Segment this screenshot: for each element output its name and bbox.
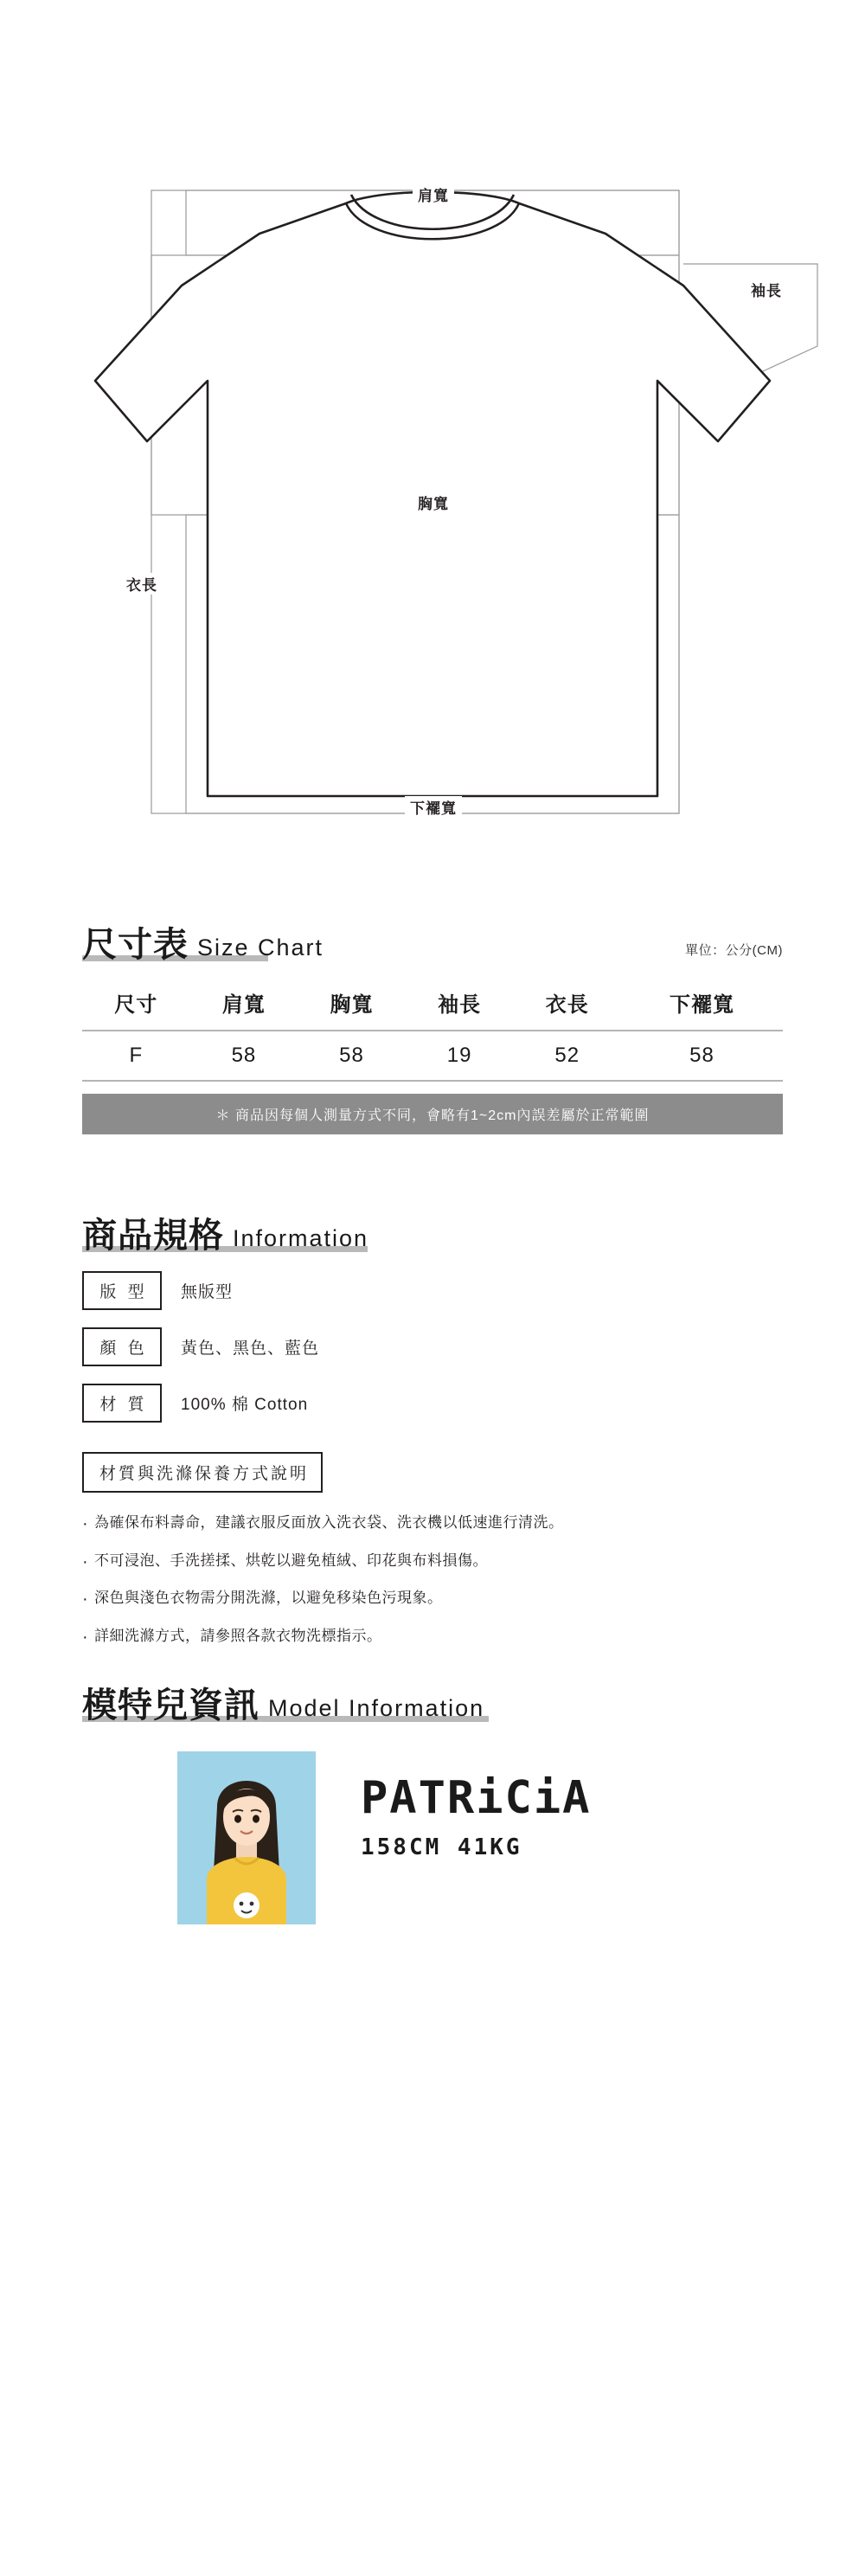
dimension-label-hem: 下襬寬 xyxy=(405,796,462,818)
info-value-material: 100% 棉 Cotton xyxy=(181,1396,309,1414)
info-key-color: 顏 色 xyxy=(82,1327,162,1366)
bottom-spacer xyxy=(0,1924,865,2080)
size-chart-heading xyxy=(82,926,783,964)
list-item: · 深色與淺色衣物需分開洗滌，以避免移染色污現象。 xyxy=(82,1587,783,1609)
dimension-label-chest: 胸寬 xyxy=(413,491,454,513)
list-item: · 為確保布料壽命，建議衣服反面放入洗衣袋、洗衣機以低速進行清洗。 xyxy=(82,1512,783,1534)
spacer-after-size-chart xyxy=(0,1134,865,1217)
info-key-material: 材 質 xyxy=(82,1384,162,1423)
info-row-material xyxy=(82,1384,783,1423)
col-header-sleeve: 袖長 xyxy=(406,975,514,1031)
model-photo-illustration xyxy=(177,1751,316,1924)
size-chart-section xyxy=(0,926,865,1134)
model-stats: 158CM 41KG xyxy=(361,1834,522,1860)
col-header-shoulder: 肩寬 xyxy=(190,975,298,1031)
info-value-fit: 無版型 xyxy=(181,1283,234,1301)
model-name: PATRiCiA xyxy=(361,1772,592,1824)
col-header-hem: 下襬寬 xyxy=(621,975,783,1031)
dimension-label-length: 衣長 xyxy=(121,573,163,594)
information-section xyxy=(0,1217,865,1647)
model-information-section xyxy=(0,1686,865,1924)
list-item: · 詳細洗滌方式，請參照各款衣物洗標指示。 xyxy=(82,1625,783,1648)
information-heading xyxy=(82,1217,783,1255)
table-row xyxy=(82,1031,783,1081)
size-chart-unit: 單位：公分(CM) xyxy=(685,943,783,958)
info-row-fit xyxy=(82,1271,783,1310)
information-title-en: Information xyxy=(233,1225,369,1251)
garment-measurement-diagram xyxy=(0,35,865,926)
spacer-after-information xyxy=(0,1662,865,1686)
top-spacer xyxy=(0,0,865,35)
care-instructions-title: 材質與洗滌保養方式說明 xyxy=(82,1452,323,1493)
cell-shoulder: 58 xyxy=(190,1031,298,1081)
size-chart-title-en: Size Chart xyxy=(197,935,324,960)
model-heading xyxy=(82,1686,783,1725)
cell-length: 52 xyxy=(513,1031,621,1081)
model-profile xyxy=(82,1751,783,1924)
model-title-cn: 模特兒資訊 xyxy=(82,1686,260,1725)
cell-chest: 58 xyxy=(298,1031,406,1081)
info-value-color: 黃色、黑色、藍色 xyxy=(181,1339,320,1358)
measurement-tolerance-note: ＊ 商品因每個人測量方式不同，會略有1~2cm內誤差屬於正常範圍 xyxy=(82,1094,783,1134)
cell-hem: 58 xyxy=(621,1031,783,1081)
info-key-fit: 版 型 xyxy=(82,1271,162,1310)
model-title-en: Model Information xyxy=(268,1695,485,1721)
information-title-cn: 商品規格 xyxy=(82,1217,224,1255)
col-header-size: 尺寸 xyxy=(82,975,190,1031)
table-header-row xyxy=(82,975,783,1031)
dimension-label-shoulder: 肩寬 xyxy=(413,183,454,205)
information-rows xyxy=(82,1271,783,1423)
size-chart-title-cn: 尺寸表 xyxy=(82,926,189,964)
model-name-block xyxy=(361,1751,591,1860)
cell-sleeve: 19 xyxy=(406,1031,514,1081)
col-header-length: 衣長 xyxy=(513,975,621,1031)
col-header-chest: 胸寬 xyxy=(298,975,406,1031)
care-instructions-list xyxy=(82,1512,783,1647)
model-photo xyxy=(177,1751,316,1924)
info-row-color xyxy=(82,1327,783,1366)
dimension-label-sleeve: 袖長 xyxy=(746,279,787,300)
tshirt-outline-svg xyxy=(0,35,865,926)
cell-size: F xyxy=(82,1031,190,1081)
size-chart-table xyxy=(82,975,783,1082)
list-item: · 不可浸泡、手洗搓揉、烘乾以避免植絨、印花與布料損傷。 xyxy=(82,1550,783,1572)
